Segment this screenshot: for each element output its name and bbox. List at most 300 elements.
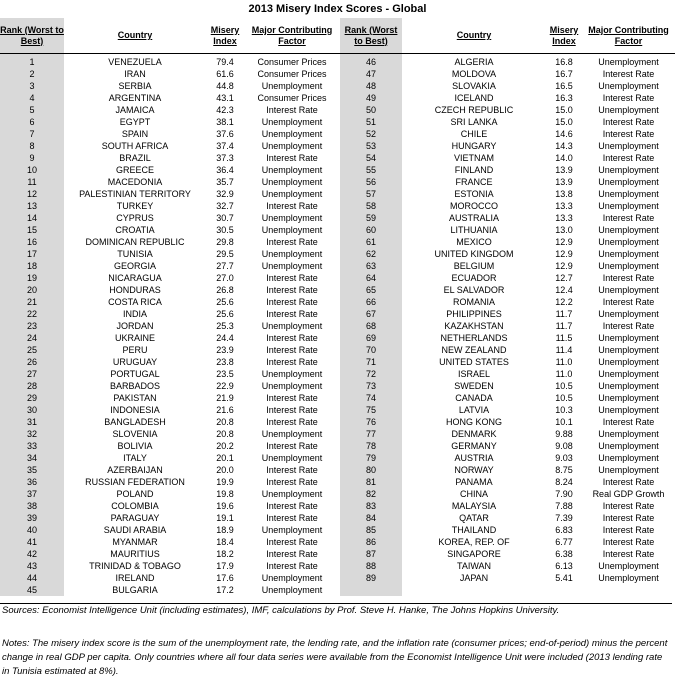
right-factor-cell: Unemployment bbox=[598, 141, 659, 151]
left-factor-cell: Interest Rate bbox=[266, 417, 318, 427]
header-country-left: Country bbox=[64, 18, 206, 54]
right-country-cell: FRANCE bbox=[455, 177, 493, 187]
left-rank-cell: 45 bbox=[0, 584, 64, 596]
right-country-cell: SRI LANKA bbox=[450, 117, 498, 127]
left-misery-index-cell: 37.4 bbox=[216, 141, 234, 151]
left-misery-index-cell: 20.1 bbox=[216, 453, 234, 463]
left-misery-index-cell: 21.6 bbox=[216, 405, 234, 415]
left-country-cell: JORDAN bbox=[116, 321, 154, 331]
left-rank-cell: 17 bbox=[0, 248, 64, 260]
left-rank-cell: 25 bbox=[0, 344, 64, 356]
right-country-cell: AUSTRALIA bbox=[448, 213, 499, 223]
left-factor-cell: Interest Rate bbox=[266, 309, 318, 319]
left-country-cell: BANGLADESH bbox=[104, 417, 166, 427]
table-row bbox=[0, 54, 675, 69]
right-country-cell: MOROCCO bbox=[450, 201, 498, 211]
right-factor-cell: Unemployment bbox=[598, 393, 659, 403]
right-misery-index-cell: 13.9 bbox=[555, 165, 573, 175]
right-misery-index-cell: 6.83 bbox=[555, 525, 573, 535]
left-rank-cell: 6 bbox=[0, 116, 64, 128]
right-misery-index-cell: 10.3 bbox=[555, 405, 573, 415]
left-factor-cell: Unemployment bbox=[261, 321, 323, 331]
left-misery-index-cell: 19.6 bbox=[216, 501, 234, 511]
left-factor-cell: Interest Rate bbox=[266, 201, 318, 211]
right-misery-index-cell: 6.38 bbox=[555, 549, 573, 559]
right-factor-cell: Interest Rate bbox=[602, 117, 655, 127]
right-factor-cell: Interest Rate bbox=[602, 129, 655, 139]
misery-index-table bbox=[0, 18, 675, 596]
right-factor-cell: Interest Rate bbox=[602, 549, 655, 559]
right-rank-cell: 72 bbox=[340, 368, 402, 380]
left-country-cell: VENEZUELA bbox=[108, 57, 162, 67]
table-row bbox=[0, 380, 675, 392]
left-factor-cell: Interest Rate bbox=[266, 537, 318, 547]
left-rank-cell: 29 bbox=[0, 392, 64, 404]
left-rank-cell: 32 bbox=[0, 428, 64, 440]
left-country-cell: IRELAND bbox=[115, 573, 155, 583]
left-rank-cell: 34 bbox=[0, 452, 64, 464]
right-country-cell: HONG KONG bbox=[445, 417, 502, 427]
right-misery-index-cell: 15.0 bbox=[555, 105, 573, 115]
right-rank-cell: 60 bbox=[340, 224, 402, 236]
table-body bbox=[0, 54, 675, 597]
right-rank-cell bbox=[340, 584, 402, 596]
right-factor-cell: Unemployment bbox=[598, 357, 659, 367]
table-row bbox=[0, 284, 675, 296]
right-rank-cell: 53 bbox=[340, 140, 402, 152]
right-factor-cell: Unemployment bbox=[598, 81, 659, 91]
left-misery-index-cell: 32.7 bbox=[216, 201, 234, 211]
left-country-cell: BRAZIL bbox=[119, 153, 151, 163]
left-rank-cell: 42 bbox=[0, 548, 64, 560]
left-country-cell: ITALY bbox=[123, 453, 147, 463]
right-misery-index-cell: 8.24 bbox=[555, 477, 573, 487]
table-row bbox=[0, 200, 675, 212]
right-misery-index-cell: 12.4 bbox=[555, 285, 573, 295]
right-country-cell: MEXICO bbox=[456, 237, 492, 247]
left-rank-cell: 31 bbox=[0, 416, 64, 428]
left-factor-cell: Interest Rate bbox=[266, 441, 318, 451]
left-misery-index-cell: 26.8 bbox=[216, 285, 234, 295]
right-rank-cell: 67 bbox=[340, 308, 402, 320]
left-rank-cell: 5 bbox=[0, 104, 64, 116]
left-factor-cell: Interest Rate bbox=[266, 333, 318, 343]
left-misery-index-cell: 19.1 bbox=[216, 513, 234, 523]
left-country-cell: EGYPT bbox=[119, 117, 151, 127]
right-misery-index-cell: 12.9 bbox=[555, 249, 573, 259]
left-rank-cell: 35 bbox=[0, 464, 64, 476]
right-country-cell: GERMANY bbox=[451, 441, 497, 451]
left-misery-index-cell: 23.5 bbox=[216, 369, 234, 379]
right-misery-index-cell: 7.39 bbox=[555, 513, 573, 523]
left-misery-index-cell: 32.9 bbox=[216, 189, 234, 199]
right-misery-index-cell: 9.03 bbox=[555, 453, 573, 463]
left-country-cell: HONDURAS bbox=[109, 285, 161, 295]
left-rank-cell: 26 bbox=[0, 356, 64, 368]
right-country-cell: ALGERIA bbox=[454, 57, 494, 67]
left-factor-cell: Unemployment bbox=[261, 489, 323, 499]
left-country-cell: BOLIVIA bbox=[117, 441, 153, 451]
right-misery-index-cell: 16.7 bbox=[555, 69, 573, 79]
right-misery-index-cell: 12.9 bbox=[555, 261, 573, 271]
table-row bbox=[0, 308, 675, 320]
table-row bbox=[0, 104, 675, 116]
table-row bbox=[0, 224, 675, 236]
table-row bbox=[0, 560, 675, 572]
table-row bbox=[0, 296, 675, 308]
right-country-cell: EL SALVADOR bbox=[443, 285, 505, 295]
right-country-cell: NEW ZEALAND bbox=[441, 345, 507, 355]
left-country-cell: INDIA bbox=[122, 309, 147, 319]
table-row bbox=[0, 164, 675, 176]
right-rank-cell: 74 bbox=[340, 392, 402, 404]
left-factor-cell: Unemployment bbox=[261, 381, 323, 391]
right-factor-cell: Unemployment bbox=[598, 333, 659, 343]
left-misery-index-cell: 38.1 bbox=[216, 117, 234, 127]
left-rank-cell: 1 bbox=[0, 54, 64, 69]
right-rank-cell: 70 bbox=[340, 344, 402, 356]
left-rank-cell: 19 bbox=[0, 272, 64, 284]
table-row bbox=[0, 92, 675, 104]
left-country-cell: ARGENTINA bbox=[108, 93, 162, 103]
right-rank-cell: 52 bbox=[340, 128, 402, 140]
right-rank-cell: 54 bbox=[340, 152, 402, 164]
left-factor-cell: Consumer Prices bbox=[257, 93, 327, 103]
left-rank-cell: 7 bbox=[0, 128, 64, 140]
right-factor-cell: Unemployment bbox=[598, 249, 659, 259]
left-rank-cell: 30 bbox=[0, 404, 64, 416]
table-row bbox=[0, 476, 675, 488]
left-rank-cell: 3 bbox=[0, 80, 64, 92]
table-row bbox=[0, 464, 675, 476]
left-factor-cell: Interest Rate bbox=[266, 405, 318, 415]
right-rank-cell: 65 bbox=[340, 284, 402, 296]
right-country-cell: PANAMA bbox=[455, 477, 493, 487]
left-misery-index-cell: 20.2 bbox=[216, 441, 234, 451]
left-rank-cell: 23 bbox=[0, 320, 64, 332]
left-misery-index-cell: 17.2 bbox=[216, 585, 234, 595]
left-country-cell: URUGUAY bbox=[112, 357, 158, 367]
right-misery-index-cell bbox=[546, 584, 582, 596]
table-row bbox=[0, 368, 675, 380]
right-misery-index-cell: 8.75 bbox=[555, 465, 573, 475]
left-misery-index-cell: 37.3 bbox=[216, 153, 234, 163]
left-misery-index-cell: 37.6 bbox=[216, 129, 234, 139]
table-row bbox=[0, 524, 675, 536]
table-row bbox=[0, 68, 675, 80]
left-misery-index-cell: 36.4 bbox=[216, 165, 234, 175]
right-factor-cell: Unemployment bbox=[598, 105, 659, 115]
right-country-cell: CHILE bbox=[460, 129, 488, 139]
table-row bbox=[0, 80, 675, 92]
left-country-cell: POLAND bbox=[116, 489, 154, 499]
right-misery-index-cell: 12.9 bbox=[555, 237, 573, 247]
left-rank-cell: 8 bbox=[0, 140, 64, 152]
left-country-cell: PERU bbox=[122, 345, 148, 355]
left-country-cell: JAMAICA bbox=[115, 105, 155, 115]
left-country-cell: SLOVENIA bbox=[112, 429, 158, 439]
right-misery-index-cell: 11.7 bbox=[555, 309, 573, 319]
left-misery-index-cell: 30.7 bbox=[216, 213, 234, 223]
right-misery-index-cell: 6.13 bbox=[555, 561, 573, 571]
left-country-cell: COSTA RICA bbox=[108, 297, 162, 307]
left-misery-index-cell: 20.8 bbox=[216, 417, 234, 427]
table-row bbox=[0, 272, 675, 284]
left-country-cell: INDONESIA bbox=[110, 405, 160, 415]
left-misery-index-cell: 61.6 bbox=[216, 69, 234, 79]
left-country-cell: PALESTINIAN TERRITORY bbox=[79, 189, 191, 199]
right-factor-cell: Unemployment bbox=[598, 453, 659, 463]
table-row bbox=[0, 572, 675, 584]
right-country-cell: CANADA bbox=[455, 393, 493, 403]
left-country-cell: SERBIA bbox=[118, 81, 152, 91]
left-factor-cell: Consumer Prices bbox=[257, 69, 327, 79]
left-misery-index-cell: 79.4 bbox=[216, 57, 234, 67]
right-misery-index-cell: 5.41 bbox=[555, 573, 573, 583]
right-rank-cell: 59 bbox=[340, 212, 402, 224]
right-factor-cell: Unemployment bbox=[598, 405, 659, 415]
left-country-cell: SAUDI ARABIA bbox=[103, 525, 167, 535]
left-country-cell: GREECE bbox=[115, 165, 154, 175]
right-rank-cell: 86 bbox=[340, 536, 402, 548]
left-factor-cell: Interest Rate bbox=[266, 501, 318, 511]
right-country-cell: NETHERLANDS bbox=[440, 333, 508, 343]
left-misery-index-cell: 18.9 bbox=[216, 525, 234, 535]
right-country-cell: TAIWAN bbox=[457, 561, 491, 571]
right-misery-index-cell: 6.77 bbox=[555, 537, 573, 547]
right-misery-index-cell: 7.88 bbox=[555, 501, 573, 511]
right-misery-index-cell: 13.8 bbox=[555, 189, 573, 199]
right-misery-index-cell: 10.5 bbox=[555, 393, 573, 403]
left-rank-cell: 24 bbox=[0, 332, 64, 344]
right-factor-cell: Interest Rate bbox=[602, 417, 655, 427]
left-factor-cell: Interest Rate bbox=[266, 285, 318, 295]
right-country-cell: BELGIUM bbox=[453, 261, 495, 271]
left-factor-cell: Unemployment bbox=[261, 525, 323, 535]
right-misery-index-cell: 11.7 bbox=[555, 321, 573, 331]
right-country-cell: QATAR bbox=[459, 513, 489, 523]
left-misery-index-cell: 21.9 bbox=[216, 393, 234, 403]
left-factor-cell: Interest Rate bbox=[266, 105, 318, 115]
left-factor-cell: Unemployment bbox=[261, 261, 323, 271]
header-rank-right: Rank (Worst to Best) bbox=[340, 18, 402, 54]
left-misery-index-cell: 17.9 bbox=[216, 561, 234, 571]
table-row bbox=[0, 584, 675, 596]
right-country-cell: AUSTRIA bbox=[454, 453, 494, 463]
left-rank-cell: 11 bbox=[0, 176, 64, 188]
right-factor-cell: Unemployment bbox=[598, 177, 659, 187]
left-misery-index-cell: 23.8 bbox=[216, 357, 234, 367]
left-rank-cell: 16 bbox=[0, 236, 64, 248]
right-rank-cell: 62 bbox=[340, 248, 402, 260]
right-misery-index-cell: 13.9 bbox=[555, 177, 573, 187]
right-factor-cell: Unemployment bbox=[598, 261, 659, 271]
right-rank-cell: 79 bbox=[340, 452, 402, 464]
left-country-cell: CYPRUS bbox=[116, 213, 154, 223]
right-factor-cell: Interest Rate bbox=[602, 69, 655, 79]
right-factor-cell: Interest Rate bbox=[602, 501, 655, 511]
left-factor-cell: Unemployment bbox=[261, 177, 323, 187]
right-misery-index-cell: 11.4 bbox=[555, 345, 573, 355]
left-rank-cell: 10 bbox=[0, 164, 64, 176]
left-rank-cell: 41 bbox=[0, 536, 64, 548]
left-rank-cell: 38 bbox=[0, 500, 64, 512]
left-misery-index-cell: 25.6 bbox=[216, 297, 234, 307]
right-factor-cell: Unemployment bbox=[598, 189, 659, 199]
right-rank-cell: 56 bbox=[340, 176, 402, 188]
right-misery-index-cell: 15.0 bbox=[555, 117, 573, 127]
header-country-right: Country bbox=[402, 18, 546, 54]
left-country-cell: PORTUGAL bbox=[110, 369, 160, 379]
table-header-row bbox=[0, 18, 675, 54]
right-factor-cell: Unemployment bbox=[598, 57, 659, 67]
right-factor-cell: Interest Rate bbox=[602, 537, 655, 547]
right-misery-index-cell: 13.3 bbox=[555, 201, 573, 211]
table-row bbox=[0, 416, 675, 428]
right-country-cell: VIETNAM bbox=[453, 153, 494, 163]
right-factor-cell: Interest Rate bbox=[602, 477, 655, 487]
left-rank-cell: 37 bbox=[0, 488, 64, 500]
right-country-cell: DENMARK bbox=[451, 429, 497, 439]
table-row bbox=[0, 536, 675, 548]
right-factor-cell: Unemployment bbox=[598, 561, 659, 571]
header-misery-right: Misery Index bbox=[546, 18, 582, 54]
table-row bbox=[0, 236, 675, 248]
left-rank-cell: 33 bbox=[0, 440, 64, 452]
left-rank-cell: 13 bbox=[0, 200, 64, 212]
left-country-cell: PARAGUAY bbox=[110, 513, 160, 523]
table-row bbox=[0, 356, 675, 368]
right-misery-index-cell: 16.8 bbox=[555, 57, 573, 67]
left-factor-cell: Interest Rate bbox=[266, 393, 318, 403]
left-factor-cell: Unemployment bbox=[261, 429, 323, 439]
right-country-cell: FINLAND bbox=[454, 165, 494, 175]
right-factor-cell: Interest Rate bbox=[602, 213, 655, 223]
right-factor-cell: Interest Rate bbox=[602, 153, 655, 163]
left-rank-cell: 39 bbox=[0, 512, 64, 524]
right-rank-cell: 82 bbox=[340, 488, 402, 500]
right-factor-cell: Unemployment bbox=[598, 573, 659, 583]
right-rank-cell: 48 bbox=[340, 80, 402, 92]
right-rank-cell: 68 bbox=[340, 320, 402, 332]
left-misery-index-cell: 22.9 bbox=[216, 381, 234, 391]
left-misery-index-cell: 20.0 bbox=[216, 465, 234, 475]
right-misery-index-cell: 14.6 bbox=[555, 129, 573, 139]
right-factor-cell: Interest Rate bbox=[602, 525, 655, 535]
right-rank-cell: 51 bbox=[340, 116, 402, 128]
right-misery-index-cell: 10.1 bbox=[555, 417, 573, 427]
table-row bbox=[0, 332, 675, 344]
left-factor-cell: Unemployment bbox=[261, 585, 323, 595]
left-factor-cell: Unemployment bbox=[261, 213, 323, 223]
right-country-cell bbox=[402, 584, 546, 596]
left-rank-cell: 20 bbox=[0, 284, 64, 296]
right-misery-index-cell: 16.5 bbox=[555, 81, 573, 91]
right-country-cell: SWEDEN bbox=[454, 381, 494, 391]
left-factor-cell: Interest Rate bbox=[266, 561, 318, 571]
left-rank-cell: 27 bbox=[0, 368, 64, 380]
left-misery-index-cell: 44.8 bbox=[216, 81, 234, 91]
header-misery-left: Misery Index bbox=[206, 18, 244, 54]
left-misery-index-cell: 27.0 bbox=[216, 273, 234, 283]
left-factor-cell: Unemployment bbox=[261, 249, 323, 259]
left-factor-cell: Interest Rate bbox=[266, 237, 318, 247]
left-country-cell: PAKISTAN bbox=[113, 393, 157, 403]
left-rank-cell: 18 bbox=[0, 260, 64, 272]
left-rank-cell: 28 bbox=[0, 380, 64, 392]
right-misery-index-cell: 9.88 bbox=[555, 429, 573, 439]
right-misery-index-cell: 14.3 bbox=[555, 141, 573, 151]
right-rank-cell: 50 bbox=[340, 104, 402, 116]
page-title: 2013 Misery Index Scores - Global bbox=[248, 3, 427, 15]
left-rank-cell: 43 bbox=[0, 560, 64, 572]
left-factor-cell: Interest Rate bbox=[266, 357, 318, 367]
right-misery-index-cell: 12.7 bbox=[555, 273, 573, 283]
left-factor-cell: Unemployment bbox=[261, 141, 323, 151]
right-factor-cell: Unemployment bbox=[598, 165, 659, 175]
right-rank-cell: 78 bbox=[340, 440, 402, 452]
left-country-cell: TUNISIA bbox=[117, 249, 153, 259]
right-rank-cell: 63 bbox=[340, 260, 402, 272]
table-row bbox=[0, 488, 675, 500]
left-country-cell: AZERBAIJAN bbox=[107, 465, 163, 475]
right-factor-cell: Unemployment bbox=[598, 369, 659, 379]
right-rank-cell: 80 bbox=[340, 464, 402, 476]
left-misery-index-cell: 18.2 bbox=[216, 549, 234, 559]
right-country-cell: CHINA bbox=[459, 489, 488, 499]
left-misery-index-cell: 29.5 bbox=[216, 249, 234, 259]
left-misery-index-cell: 23.9 bbox=[216, 345, 234, 355]
right-factor-cell: Unemployment bbox=[598, 201, 659, 211]
table-row bbox=[0, 440, 675, 452]
left-country-cell: NICARAGUA bbox=[108, 273, 162, 283]
right-country-cell: ECUADOR bbox=[451, 273, 497, 283]
left-rank-cell: 40 bbox=[0, 524, 64, 536]
left-country-cell: TURKEY bbox=[116, 201, 154, 211]
right-rank-cell: 47 bbox=[340, 68, 402, 80]
right-country-cell: SINGAPORE bbox=[447, 549, 501, 559]
left-country-cell: SOUTH AFRICA bbox=[101, 141, 169, 151]
right-country-cell: LATVIA bbox=[458, 405, 490, 415]
left-country-cell: MACEDONIA bbox=[107, 177, 163, 187]
right-country-cell: KOREA, REP. OF bbox=[438, 537, 510, 547]
left-factor-cell: Interest Rate bbox=[266, 513, 318, 523]
right-misery-index-cell: 11.5 bbox=[555, 333, 573, 343]
left-misery-index-cell: 19.8 bbox=[216, 489, 234, 499]
table-row bbox=[0, 248, 675, 260]
right-misery-index-cell: 9.08 bbox=[555, 441, 573, 451]
right-factor-cell: Interest Rate bbox=[602, 513, 655, 523]
right-factor-cell: Real GDP Growth bbox=[592, 489, 665, 499]
right-rank-cell: 57 bbox=[340, 188, 402, 200]
right-rank-cell: 66 bbox=[340, 296, 402, 308]
left-factor-cell: Consumer Prices bbox=[257, 57, 327, 67]
right-rank-cell: 88 bbox=[340, 560, 402, 572]
table-row bbox=[0, 452, 675, 464]
left-factor-cell: Interest Rate bbox=[266, 465, 318, 475]
left-rank-cell: 9 bbox=[0, 152, 64, 164]
right-factor-cell: Unemployment bbox=[598, 465, 659, 475]
left-country-cell: BARBADOS bbox=[109, 381, 160, 391]
left-misery-index-cell: 35.7 bbox=[216, 177, 234, 187]
left-misery-index-cell: 19.9 bbox=[216, 477, 234, 487]
left-misery-index-cell: 24.4 bbox=[216, 333, 234, 343]
right-country-cell: THAILAND bbox=[451, 525, 497, 535]
table-row bbox=[0, 404, 675, 416]
left-misery-index-cell: 27.7 bbox=[216, 261, 234, 271]
header-factor-right: Major Contributing Factor bbox=[582, 18, 675, 54]
right-rank-cell: 89 bbox=[340, 572, 402, 584]
